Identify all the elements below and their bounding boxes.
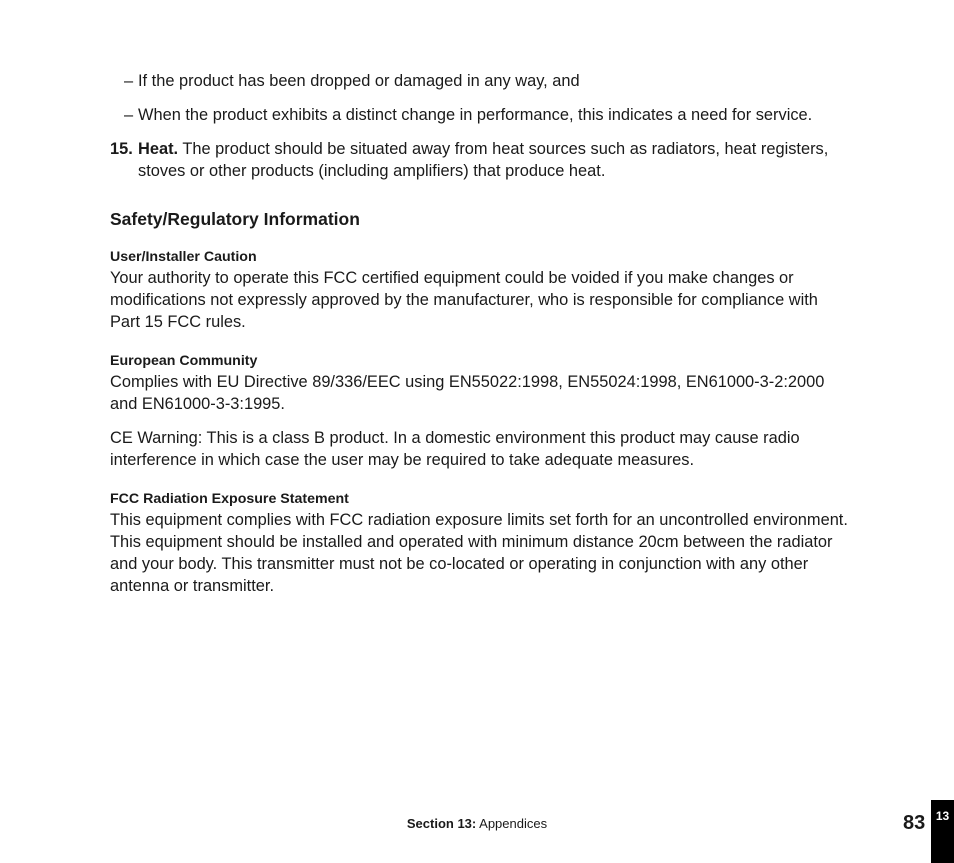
- footer-section-title: Appendices: [479, 816, 548, 831]
- european-directive-text: Complies with EU Directive 89/336/EEC using EN55022:1998, EN55024:1998, EN61000-3-2:2000 and EN61000-3-3:1995.: [110, 373, 825, 413]
- footer-section-label: Section 13:: [406, 816, 477, 831]
- page-number: 83: [903, 812, 926, 834]
- section-tab-number: 13: [935, 809, 950, 823]
- user-caution-text: Your authority to operate this FCC certified equipment could be voided if you make changes or modifications not expressly approved by the manufacturer, who is responsible for compliance with Part 15 FCC rules.: [110, 269, 818, 331]
- subheading-user-caution: User/Installer Caution: [110, 249, 257, 265]
- dash-bullet: –: [124, 72, 134, 90]
- page-content: [110, 70, 850, 615]
- ce-warning-text: CE Warning: This is a class B product. In a domestic environment this product may cause radio interference in which case the user may be required to take adequate measures.: [110, 429, 800, 469]
- item-lead: Heat.: [138, 140, 179, 158]
- page-footer: [0, 816, 954, 831]
- item-text: The product should be situated away from heat sources such as radiators, heat registers, stoves or other products (including amplifiers) that produce heat.: [138, 140, 829, 180]
- list-item-text: When the product exhibits a distinct change in performance, this indicates a need for service.: [138, 106, 813, 124]
- fcc-radiation-text: This equipment complies with FCC radiation exposure limits set forth for an uncontrolled environment. This equipment should be installed and operated with minimum distance 20cm between the radiator and your body. This transmitter must not be co-located or operating in conjunction with any other antenna or transmitter.: [110, 511, 848, 595]
- list-item: [110, 70, 850, 92]
- section-tab: [931, 800, 954, 863]
- list-item: [110, 104, 850, 126]
- dash-bullet: –: [124, 106, 134, 124]
- european-community-block: [110, 351, 850, 471]
- user-caution-block: [110, 247, 850, 333]
- item-number: 15.: [110, 140, 133, 158]
- list-item-text: If the product has been dropped or damaged in any way, and: [138, 72, 580, 90]
- subheading-european-community: European Community: [110, 353, 258, 369]
- subheading-fcc-radiation: FCC Radiation Exposure Statement: [110, 491, 349, 507]
- numbered-item-heat: [110, 138, 850, 182]
- fcc-radiation-block: [110, 489, 850, 597]
- section-heading: Safety/Regulatory Information: [110, 209, 360, 229]
